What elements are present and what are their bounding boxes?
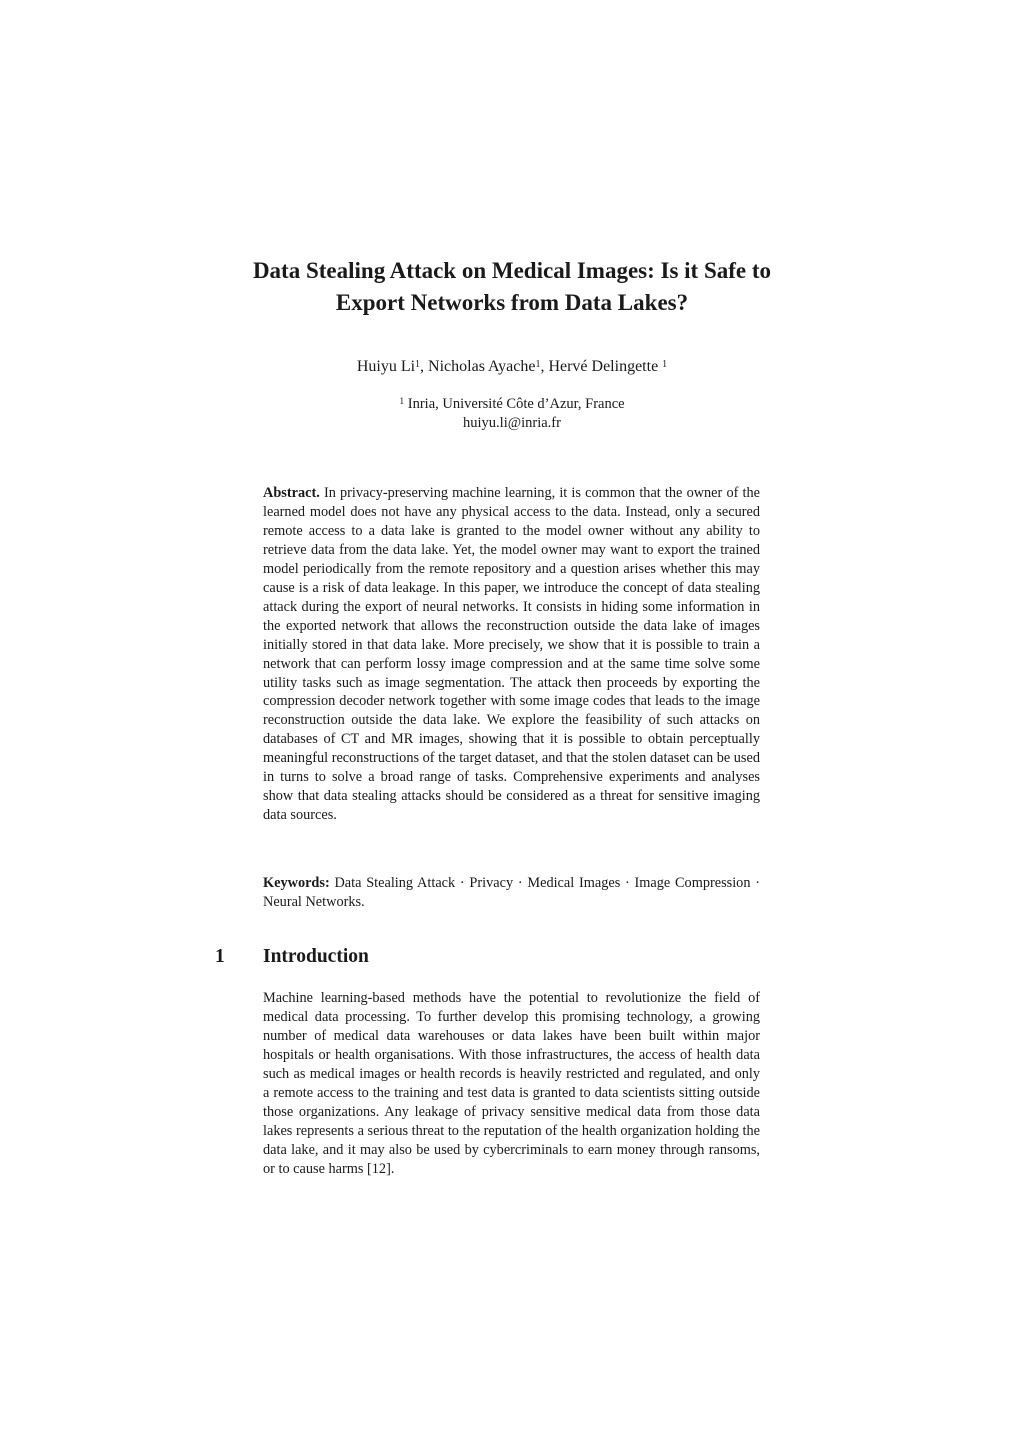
author-list: [200, 356, 824, 378]
affiliation-block: [200, 395, 824, 433]
keywords: [263, 874, 760, 912]
author-affiliation-mark: 1: [415, 359, 421, 370]
author-name: Huiyu Li: [356, 358, 416, 375]
keywords-text: Data Stealing Attack · Privacy · Medical Images · Image Compression · Neural Networks.: [263, 875, 760, 910]
section-number: 1: [215, 946, 225, 967]
author-separator: ,: [540, 358, 549, 375]
paper-title-line-1: Data Stealing Attack on Medical Images: Is it Safe to: [252, 258, 772, 283]
introduction-paragraph: Machine learning-based methods have the potential to revolutionize the field of medical data processing. To further develop this promising technology, a growing number of medical data warehouses or data lakes have been built within major hospitals or health organisations. With those infrastructures, the access of health data such as medical images or health records is heavily restricted and regulated, and only a remote access to the training and test data is granted to data scientists sitting outside those organizations. Any leakage of privacy sensitive medical data from those data lakes represents a serious threat to the reputation of the health organization holding the data lake, and it may also be used by cybercriminals to earn money through ransoms, or to cause harms [12].: [263, 990, 760, 1177]
author-separator: ,: [420, 358, 429, 375]
keywords-label: Keywords:: [263, 875, 330, 891]
paper-title: [200, 255, 824, 319]
author-affiliation-mark: 1: [535, 359, 541, 370]
abstract: [263, 484, 760, 825]
author-affiliation-mark: 1: [662, 359, 668, 370]
abstract-text: In privacy-preserving machine learning, it is common that the owner of the learned model does not have any physical access to the data. Instead, only a secured remote access to a data lake is granted to the model owner without any ability to retrieve data from the data lake. Yet, the model owner may want to export the trained model periodically from the remote repository and a question arises whether this may cause is a risk of data leakage. In this paper, we introduce the concept of data stealing attack during the export of neural networks. It consists in hiding some information in the exported network that allows the reconstruction outside the data lake of images initially stored in that data lake. More precisely, we show that it is possible to train a network that can perform lossy image compression and at the same time solve some utility tasks such as image segmentation. The attack then proceeds by exporting the compression decoder network together with some image codes that leads to the image reconstruction outside the data lake. We explore the feasibility of such attacks on databases of CT and MR images, showing that it is possible to obtain perceptually meaningful reconstructions of the target dataset, and that the stolen dataset can be used in turns to solve a broad range of tasks. Comprehensive experiments and analyses show that data stealing attacks should be considered as a threat for sensitive imaging data sources.: [263, 485, 760, 824]
author-name: Nicholas Ayache: [428, 358, 536, 375]
affiliation-line: [200, 395, 824, 414]
affiliation-mark: 1: [399, 397, 405, 407]
paper-title-line-2: Export Networks from Data Lakes?: [335, 290, 689, 315]
author-name: Hervé Delingette: [548, 358, 663, 375]
affiliation-text: Inria, Université Côte d’Azur, France: [404, 396, 625, 412]
section-title: Introduction: [263, 946, 369, 967]
author-email: huiyu.li@inria.fr: [463, 415, 561, 431]
abstract-label: Abstract.: [263, 485, 320, 501]
section-heading-introduction: [215, 944, 775, 970]
